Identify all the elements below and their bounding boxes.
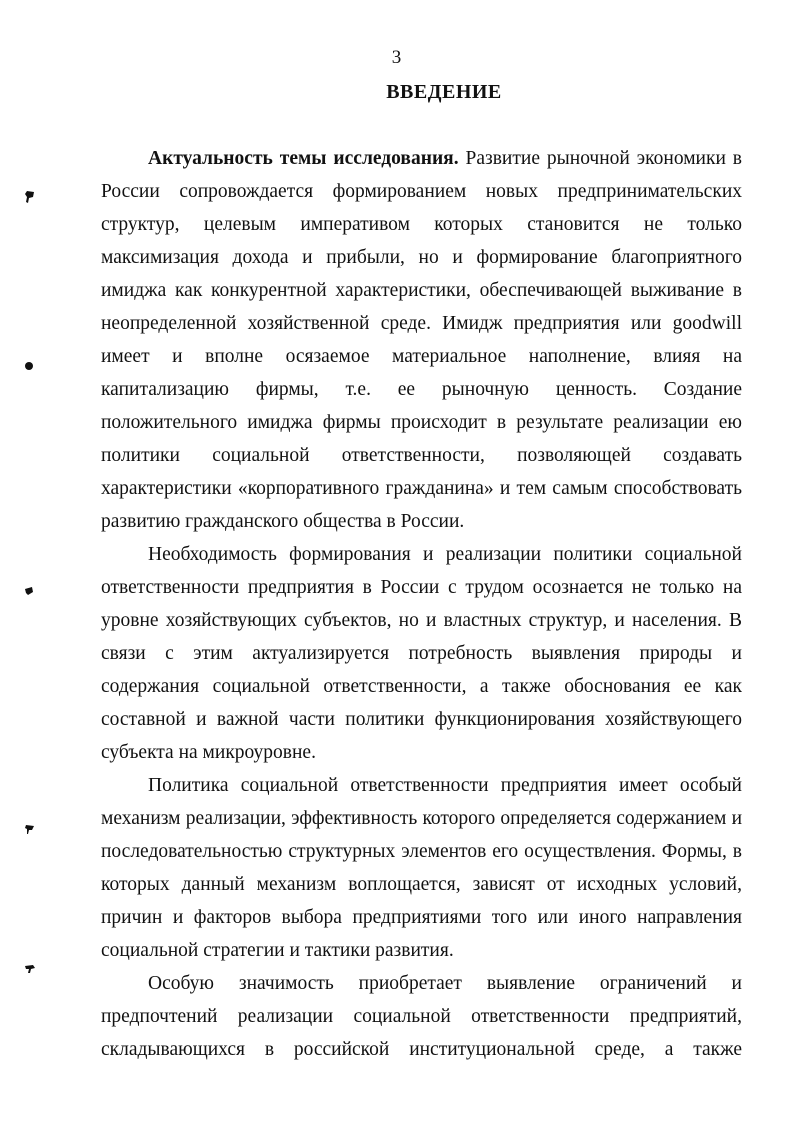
scan-speck-2 <box>24 361 34 371</box>
document-body <box>101 142 742 1066</box>
page-number: 3 <box>391 47 402 68</box>
paragraph-1-lead: Актуальность темы исследования. <box>148 148 459 169</box>
paragraph-3: Политика социальной ответственности предприятия имеет особый механизм реализации, эффективность которого определяется содержанием и последовательностью структурных элементов его осуществления. Формы, в которых данный механизм воплощается, зависят от исходных условий, причин и факторов выбора предприятиями того или иного направления социальной стратегии и тактики развития. <box>101 775 742 961</box>
paragraph-2: Необходимость формирования и реализации политики социальной ответственности предприятия в России с трудом осознается не только на уровне хозяйствующих субъектов, но и властных структур, и населения. В связи с этим актуализируется потребность выявления природы и содержания социальной ответственности, а также обоснования ее как составной и важной части политики функционирования хозяйствующего субъекта на микроуровне. <box>101 544 742 763</box>
scan-speck-1 <box>24 190 34 200</box>
paragraph-1 <box>101 142 742 538</box>
scan-speck-4 <box>24 823 34 833</box>
scan-speck-5 <box>24 963 34 973</box>
page-title: ВВЕДЕНИЕ <box>386 81 502 103</box>
paragraph-4: Особую значимость приобретает выявление ограничений и предпочтений реализации социальной ответственности предприятий, складывающихся в российской институциональной среде, а также <box>101 973 742 1060</box>
scan-speck-3 <box>24 586 34 596</box>
paragraph-1-text: Развитие рыночной экономики в России сопровождается формированием новых предпринимательских структур, целевым императивом которых становится не только максимизация дохода и прибыли, но и формирование благоприятного имиджа как конкурентной характеристики, обеспечивающей выживание в неопределенной хозяйственной среде. Имидж предприятия или goodwill имеет и вполне осязаемое материальное наполнение, влияя на капитализацию фирмы, т.е. ее рыночную ценность. Создание положительного имиджа фирмы происходит в результате реализации ею политики социальной ответственности, позволяющей создавать характеристики «корпоративного гражданина» и тем самым способствовать развитию гражданского общества в России. <box>101 148 743 532</box>
